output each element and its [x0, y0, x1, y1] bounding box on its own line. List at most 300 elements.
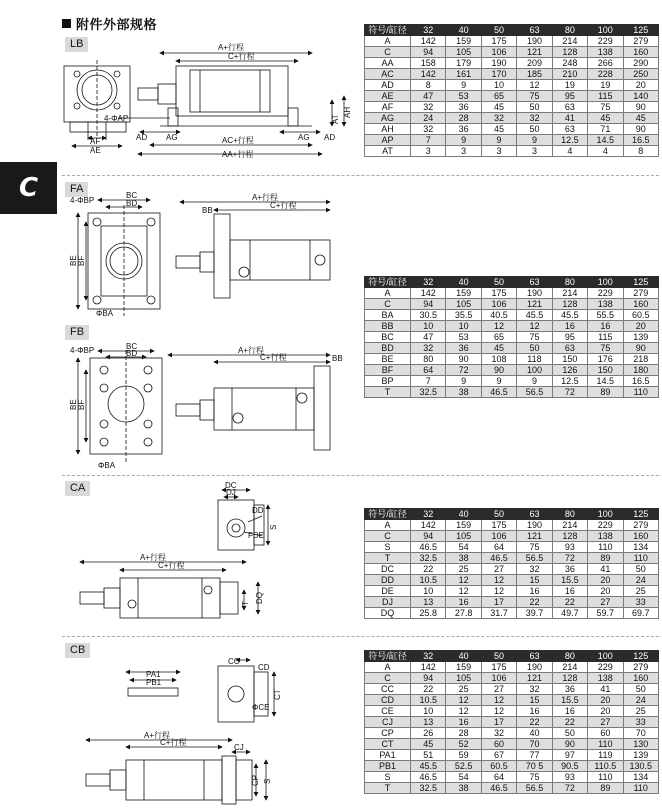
value-cell: 150 [552, 354, 587, 365]
value-cell: 59 [446, 750, 481, 761]
value-cell: 134 [623, 542, 658, 553]
value-cell: 31.7 [481, 608, 516, 619]
value-cell: 71 [588, 124, 623, 135]
ca-label-dc: DC [225, 481, 237, 490]
value-cell: 65 [481, 332, 516, 343]
value-cell: 3 [446, 146, 481, 157]
value-cell: 56.5 [517, 783, 552, 794]
fa-label-bc: BC [126, 191, 138, 200]
table-header-cell: 63 [517, 651, 552, 662]
symbol-cell: CT [365, 739, 411, 750]
value-cell: 35.5 [446, 310, 481, 321]
value-cell: 20 [588, 706, 623, 717]
table-header-cell: 50 [481, 277, 516, 288]
value-cell: 60 [481, 739, 516, 750]
value-cell: 22 [411, 684, 446, 695]
value-cell: 110 [623, 553, 658, 564]
value-cell: 32 [481, 728, 516, 739]
value-cell: 27.8 [446, 608, 481, 619]
fa-label-ba: ΦBA [96, 309, 114, 318]
value-cell: 24 [623, 695, 658, 706]
value-cell: 24 [623, 575, 658, 586]
cb-label-cp: CP [251, 774, 260, 786]
table-header-cell: 符号/缸径 [365, 509, 411, 520]
value-cell: 161 [446, 69, 481, 80]
value-cell: 53 [446, 332, 481, 343]
lb-label-ag2: AG [298, 133, 310, 142]
value-cell: 60 [588, 728, 623, 739]
value-cell: 46.5 [411, 772, 446, 783]
cb-label-cd: CD [258, 663, 270, 672]
value-cell: 115 [588, 91, 623, 102]
value-cell: 41 [588, 684, 623, 695]
value-cell: 16 [588, 321, 623, 332]
value-cell: 106 [481, 47, 516, 58]
value-cell: 175 [481, 520, 516, 531]
chapter-tab: C [0, 162, 57, 214]
value-cell: 9 [517, 135, 552, 146]
value-cell: 179 [446, 58, 481, 69]
table-header-cell: 63 [517, 277, 552, 288]
value-cell: 20 [588, 586, 623, 597]
value-cell: 142 [411, 69, 446, 80]
symbol-cell: C [365, 673, 411, 684]
value-cell: 10 [446, 321, 481, 332]
value-cell: 72 [446, 365, 481, 376]
value-cell: 10 [411, 706, 446, 717]
value-cell: 45.5 [552, 310, 587, 321]
symbol-cell: T [365, 783, 411, 794]
value-cell: 229 [588, 662, 623, 673]
symbol-cell: BA [365, 310, 411, 321]
value-cell: 69.7 [623, 608, 658, 619]
value-cell: 8 [411, 80, 446, 91]
symbol-cell: AE [365, 91, 411, 102]
value-cell: 33 [623, 597, 658, 608]
value-cell: 32 [411, 343, 446, 354]
symbol-cell: CP [365, 728, 411, 739]
value-cell: 75 [517, 772, 552, 783]
table-header-cell: 100 [588, 25, 623, 36]
value-cell: 46.5 [411, 542, 446, 553]
value-cell: 80 [411, 354, 446, 365]
value-cell: 94 [411, 531, 446, 542]
value-cell: 45 [623, 113, 658, 124]
value-cell: 150 [588, 365, 623, 376]
value-cell: 121 [517, 47, 552, 58]
table-header-cell: 32 [411, 25, 446, 36]
value-cell: 32 [481, 113, 516, 124]
value-cell: 142 [411, 36, 446, 47]
value-cell: 45.5 [517, 310, 552, 321]
value-cell: 63 [552, 343, 587, 354]
value-cell: 130 [623, 739, 658, 750]
value-cell: 106 [481, 299, 516, 310]
value-cell: 210 [552, 69, 587, 80]
value-cell: 94 [411, 47, 446, 58]
lb-label-ad: AD [136, 133, 148, 142]
fb-end-view [78, 350, 162, 462]
value-cell: 229 [588, 288, 623, 299]
value-cell: 10.5 [411, 695, 446, 706]
fb-label-ba: ΦBA [98, 461, 116, 470]
value-cell: 121 [517, 531, 552, 542]
value-cell: 266 [588, 58, 623, 69]
lb-label-c: C+行程 [228, 52, 255, 61]
value-cell: 36 [552, 684, 587, 695]
value-cell: 16 [552, 321, 587, 332]
value-cell: 36 [552, 564, 587, 575]
value-cell: 60.5 [481, 761, 516, 772]
fb-label-be: BE [69, 399, 78, 410]
value-cell: 190 [481, 58, 516, 69]
table-header-cell: 80 [552, 509, 587, 520]
value-cell: 14.5 [588, 135, 623, 146]
value-cell: 279 [623, 520, 658, 531]
value-cell: 67 [481, 750, 516, 761]
value-cell: 128 [552, 673, 587, 684]
symbol-cell: S [365, 542, 411, 553]
value-cell: 108 [481, 354, 516, 365]
symbol-cell: S [365, 772, 411, 783]
value-cell: 190 [517, 36, 552, 47]
value-cell: 50 [517, 124, 552, 135]
value-cell: 90 [623, 343, 658, 354]
lb-label-a: A+行程 [218, 43, 245, 52]
value-cell: 160 [623, 47, 658, 58]
cb-label-pa1: PA1 [146, 670, 161, 679]
value-cell: 138 [588, 299, 623, 310]
value-cell: 16.5 [623, 135, 658, 146]
table-header-cell: 32 [411, 651, 446, 662]
fa-label-bp: 4-ΦBP [70, 196, 95, 205]
table-header-cell: 40 [446, 25, 481, 36]
value-cell: 20 [623, 80, 658, 91]
value-cell: 15.5 [552, 575, 587, 586]
value-cell: 22 [517, 597, 552, 608]
value-cell: 36 [446, 102, 481, 113]
value-cell: 105 [446, 673, 481, 684]
value-cell: 105 [446, 299, 481, 310]
value-cell: 110.5 [588, 761, 623, 772]
value-cell: 16 [517, 586, 552, 597]
value-cell: 175 [481, 662, 516, 673]
value-cell: 72 [552, 783, 587, 794]
symbol-cell: T [365, 387, 411, 398]
lb-label-ae: AE [90, 146, 101, 155]
value-cell: 214 [552, 520, 587, 531]
value-cell: 214 [552, 36, 587, 47]
value-cell: 41 [552, 113, 587, 124]
symbol-cell: C [365, 531, 411, 542]
symbol-cell: BF [365, 365, 411, 376]
value-cell: 52.5 [446, 761, 481, 772]
value-cell: 65 [481, 91, 516, 102]
value-cell: 89 [588, 387, 623, 398]
value-cell: 25 [446, 684, 481, 695]
value-cell: 45 [481, 102, 516, 113]
value-cell: 218 [623, 354, 658, 365]
value-cell: 38 [446, 783, 481, 794]
value-cell: 25 [623, 706, 658, 717]
value-cell: 16 [552, 586, 587, 597]
value-cell: 10.5 [411, 575, 446, 586]
value-cell: 13 [411, 597, 446, 608]
table-header-cell: 80 [552, 651, 587, 662]
value-cell: 12 [481, 321, 516, 332]
value-cell: 36 [446, 343, 481, 354]
value-cell: 110 [588, 739, 623, 750]
value-cell: 142 [411, 288, 446, 299]
value-cell: 138 [588, 531, 623, 542]
cb-label-pb1: PB1 [146, 678, 162, 687]
fb-label-bd: BD [126, 349, 138, 358]
value-cell: 3 [517, 146, 552, 157]
fa-label-a: A+行程 [252, 193, 279, 202]
value-cell: 106 [481, 531, 516, 542]
ca-label-fde: FDE [248, 531, 264, 540]
value-cell: 95 [552, 91, 587, 102]
value-cell: 134 [623, 772, 658, 783]
value-cell: 75 [517, 542, 552, 553]
value-cell: 64 [411, 365, 446, 376]
value-cell: 45.5 [411, 761, 446, 772]
cb-label-ct: CT [273, 689, 282, 700]
table-header-cell: 100 [588, 277, 623, 288]
symbol-cell: CE [365, 706, 411, 717]
fb-side-view [168, 355, 330, 450]
symbol-cell: PB1 [365, 761, 411, 772]
value-cell: 290 [623, 58, 658, 69]
value-cell: 17 [481, 597, 516, 608]
value-cell: 32.5 [411, 387, 446, 398]
lb-label-af: AF [90, 137, 101, 146]
page-title-text: 附件外部规格 [76, 17, 158, 32]
symbol-cell: BP [365, 376, 411, 387]
symbol-cell: BE [365, 354, 411, 365]
symbol-cell: DJ [365, 597, 411, 608]
value-cell: 89 [588, 783, 623, 794]
value-cell: 190 [517, 520, 552, 531]
value-cell: 47 [411, 332, 446, 343]
value-cell: 28 [446, 728, 481, 739]
value-cell: 9 [446, 80, 481, 91]
value-cell: 138 [588, 47, 623, 58]
value-cell: 14.5 [588, 376, 623, 387]
value-cell: 175 [481, 36, 516, 47]
value-cell: 128 [552, 531, 587, 542]
value-cell: 110 [588, 772, 623, 783]
value-cell: 45 [588, 113, 623, 124]
fb-label-bb: BB [332, 354, 343, 363]
value-cell: 159 [446, 288, 481, 299]
value-cell: 12 [517, 80, 552, 91]
value-cell: 119 [588, 750, 623, 761]
lb-label-at: AT [331, 114, 340, 124]
lb-label-aa: AA+行程 [222, 150, 254, 159]
symbol-cell: A [365, 520, 411, 531]
fb-label-bc: BC [126, 342, 138, 351]
value-cell: 9 [446, 135, 481, 146]
value-cell: 12.5 [552, 135, 587, 146]
symbol-cell: DE [365, 586, 411, 597]
fa-side-view [176, 202, 330, 298]
lb-label-ah: AH [343, 106, 352, 118]
value-cell: 3 [481, 146, 516, 157]
value-cell: 46.5 [481, 553, 516, 564]
value-cell: 22 [517, 717, 552, 728]
value-cell: 25 [623, 586, 658, 597]
symbol-cell: AD [365, 80, 411, 91]
value-cell: 12.5 [552, 376, 587, 387]
value-cell: 49.7 [552, 608, 587, 619]
fa-label-bd: BD [126, 199, 138, 208]
value-cell: 50 [552, 728, 587, 739]
value-cell: 12 [446, 586, 481, 597]
value-cell: 17 [481, 717, 516, 728]
symbol-cell: PA1 [365, 750, 411, 761]
value-cell: 142 [411, 662, 446, 673]
cb-label-s: S [263, 778, 272, 784]
value-cell: 64 [481, 542, 516, 553]
value-cell: 175 [481, 288, 516, 299]
value-cell: 160 [623, 299, 658, 310]
cb-label-cj: CJ [234, 743, 244, 752]
symbol-cell: C [365, 299, 411, 310]
fb-label-c: C+行程 [260, 353, 287, 362]
table-header-cell: 125 [623, 25, 658, 36]
value-cell: 106 [481, 673, 516, 684]
value-cell: 139 [623, 750, 658, 761]
symbol-cell: T [365, 553, 411, 564]
lb-end-view [64, 60, 130, 146]
fa-label-bf: BF [77, 255, 86, 266]
value-cell: 50 [517, 102, 552, 113]
value-cell: 20 [588, 695, 623, 706]
value-cell: 9 [446, 376, 481, 387]
symbol-cell: AC [365, 69, 411, 80]
value-cell: 70 5 [517, 761, 552, 772]
table-header-cell: 40 [446, 651, 481, 662]
value-cell: 41 [588, 564, 623, 575]
value-cell: 45 [481, 343, 516, 354]
value-cell: 118 [517, 354, 552, 365]
value-cell: 40.5 [481, 310, 516, 321]
value-cell: 214 [552, 288, 587, 299]
table-header-cell: 32 [411, 277, 446, 288]
value-cell: 90 [552, 739, 587, 750]
value-cell: 214 [552, 662, 587, 673]
value-cell: 16.5 [623, 376, 658, 387]
ca-detail-view [218, 490, 268, 550]
value-cell: 59.7 [588, 608, 623, 619]
value-cell: 19 [588, 80, 623, 91]
ca-label-a: A+行程 [140, 553, 167, 562]
value-cell: 94 [411, 299, 446, 310]
value-cell: 3 [411, 146, 446, 157]
value-cell: 279 [623, 36, 658, 47]
value-cell: 10 [411, 321, 446, 332]
ca-side-view [80, 562, 258, 618]
value-cell: 93 [552, 542, 587, 553]
symbol-cell: A [365, 36, 411, 47]
value-cell: 228 [588, 69, 623, 80]
table-header-cell: 80 [552, 25, 587, 36]
value-cell: 94 [411, 673, 446, 684]
value-cell: 22 [552, 597, 587, 608]
value-cell: 70 [517, 739, 552, 750]
symbol-cell: CC [365, 684, 411, 695]
cb-label-a: A+行程 [144, 731, 171, 740]
table-header-cell: 40 [446, 509, 481, 520]
value-cell: 56.5 [517, 387, 552, 398]
value-cell: 28 [446, 113, 481, 124]
value-cell: 72 [552, 387, 587, 398]
section-tag-cb: CB [65, 643, 90, 658]
value-cell: 105 [446, 531, 481, 542]
value-cell: 250 [623, 69, 658, 80]
value-cell: 54 [446, 542, 481, 553]
symbol-cell: C [365, 47, 411, 58]
lb-label-ad2: AD [324, 133, 336, 142]
value-cell: 50 [623, 684, 658, 695]
value-cell: 248 [552, 58, 587, 69]
lb-label-ap: 4-ΦAP [104, 114, 129, 123]
value-cell: 20 [623, 321, 658, 332]
value-cell: 38 [446, 387, 481, 398]
value-cell: 12 [446, 695, 481, 706]
value-cell: 55.5 [588, 310, 623, 321]
value-cell: 25 [446, 564, 481, 575]
value-cell: 33 [623, 717, 658, 728]
symbol-cell: DD [365, 575, 411, 586]
value-cell: 160 [623, 531, 658, 542]
value-cell: 126 [552, 365, 587, 376]
value-cell: 63 [552, 124, 587, 135]
symbol-cell: AP [365, 135, 411, 146]
table-header-cell: 125 [623, 509, 658, 520]
value-cell: 64 [481, 772, 516, 783]
value-cell: 32.5 [411, 553, 446, 564]
symbol-cell: AG [365, 113, 411, 124]
value-cell: 19 [552, 80, 587, 91]
table-header-cell: 符号/缸径 [365, 25, 411, 36]
cb-label-cc: CC [228, 657, 240, 666]
value-cell: 159 [446, 662, 481, 673]
table-header-cell: 50 [481, 25, 516, 36]
value-cell: 9 [481, 135, 516, 146]
ca-label-t: T [241, 601, 250, 606]
symbol-cell: CJ [365, 717, 411, 728]
value-cell: 75 [517, 332, 552, 343]
value-cell: 53 [446, 91, 481, 102]
value-cell: 60.5 [623, 310, 658, 321]
fb-label-bp: 4-ΦBP [70, 346, 95, 355]
value-cell: 95 [552, 332, 587, 343]
fb-label-a: A+行程 [238, 346, 265, 355]
value-cell: 50 [623, 564, 658, 575]
value-cell: 52 [446, 739, 481, 750]
value-cell: 158 [411, 58, 446, 69]
value-cell: 63 [552, 102, 587, 113]
value-cell: 8 [623, 146, 658, 157]
symbol-cell: BD [365, 343, 411, 354]
value-cell: 9 [517, 376, 552, 387]
value-cell: 7 [411, 376, 446, 387]
lb-label-ac: AC+行程 [222, 136, 254, 145]
value-cell: 115 [588, 332, 623, 343]
table-header-cell: 100 [588, 509, 623, 520]
